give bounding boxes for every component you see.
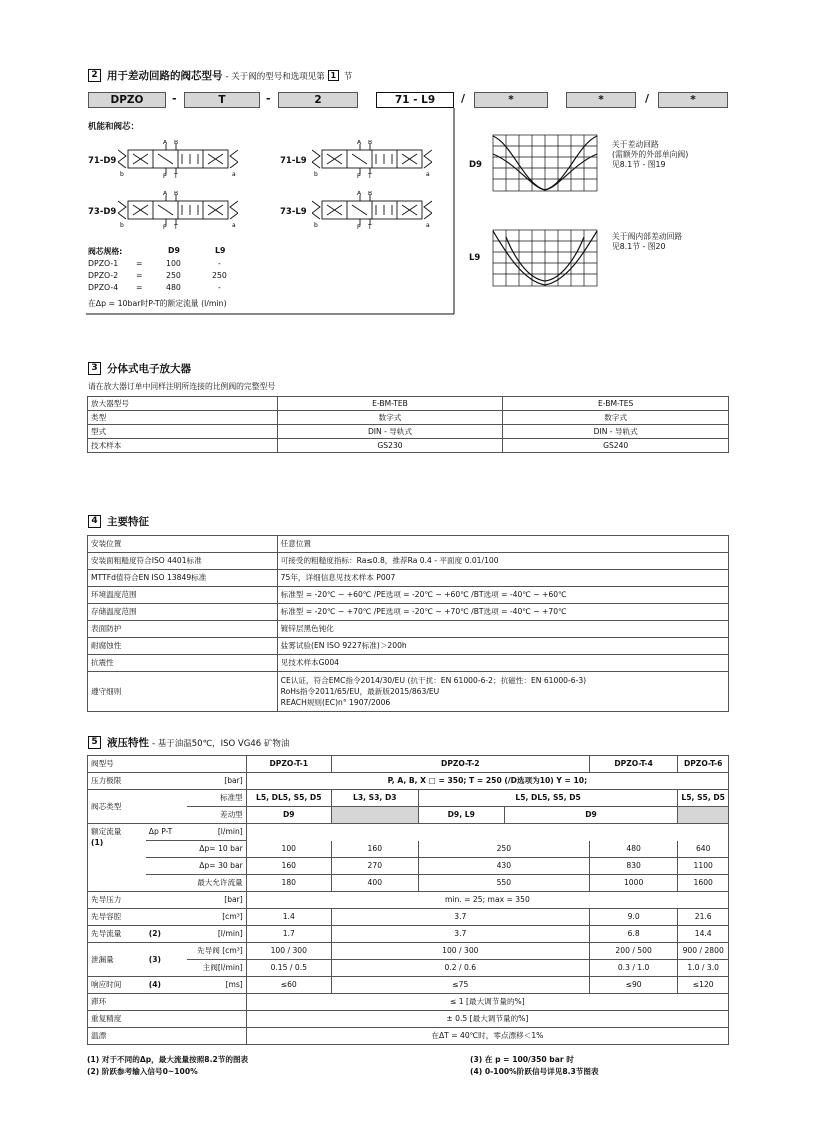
code-box-series: DPZO [88,92,166,108]
table-cell: 盐雾试验(EN ISO 9227标准)＞200h [277,638,728,655]
table-cell: (4) [146,977,187,994]
code-box-option-3: * [658,92,728,108]
table-row [88,553,729,570]
table-cell: 抗震性 [88,655,278,672]
table-cell: 1.0 / 3.0 [678,960,729,977]
table-row [88,824,729,841]
table-cell [277,672,728,712]
chart-note-line: 关于阀内部差动回路 [612,232,683,241]
svg-text:P: P [357,173,361,178]
footnote: (4) 0-100%阶跃信号详见8.3节图表 [470,1067,599,1076]
spool-row-l9: 250 [212,271,227,280]
table-row [88,773,729,790]
table-cell: 型式 [88,425,278,439]
svg-text:b: b [314,222,318,229]
table-cell: 先导流量 [88,926,146,943]
table-cell: 6.8 [589,926,678,943]
table-cell: 1.7 [246,926,331,943]
footnote: (1) 对于不同的Δp，最大流量按照8.2节的图表 [87,1055,249,1064]
table-row [88,570,729,587]
table-cell: 160 [246,858,331,875]
code-separator: - [266,92,271,105]
table-cell: GS240 [503,439,729,453]
table-row [88,977,729,994]
table-cell: L5, DL5, S5, D5 [418,790,678,807]
table-row [88,655,729,672]
table-row [88,439,729,453]
functions-label: 机能和阀芯： [88,122,140,132]
table-row [88,672,729,712]
table-cell: 250 [418,841,589,858]
table-cell: [bar] [187,892,246,909]
spool-row-d9: 250 [166,271,181,280]
compliance-line: RoHs指令2011/65/EU，最新版2015/863/EU [280,687,440,696]
code-separator: - [172,92,177,105]
table-cell: 550 [418,875,589,892]
table-cell: 遵守细则 [88,672,278,712]
valve-symbol-icon [312,191,432,229]
table-row [88,638,729,655]
table-cell: 环境温度范围 [88,587,278,604]
table-cell: D9, L9 [418,807,504,824]
table-cell: 480 [589,841,678,858]
svg-text:T: T [174,173,178,178]
section-5-header [88,735,289,750]
chart-label-l9: L9 [469,253,481,263]
table-cell: 先导阀 [cm³] [187,943,246,960]
table-cell: 数字式 [503,411,729,425]
spool-row-d9: 480 [166,283,181,292]
table-cell: 耐腐蚀性 [88,638,278,655]
table-cell: [l/min] [187,926,246,943]
table-cell: 100 / 300 [331,943,589,960]
table-cell: 可接受的粗糙度指标：Ra≤0.8，推荐Ra 0.4 - 平面度 0.01/100 [277,553,728,570]
table-cell: L5, S5, D5 [678,790,729,807]
spool-col-d9: D9 [168,246,180,255]
table-cell: 存储温度范围 [88,604,278,621]
section-number: 2 [88,69,101,82]
table-cell: 压力极限 [88,773,187,790]
svg-text:B: B [368,191,373,197]
table-cell: [ms] [187,977,246,994]
table-row [88,756,729,773]
code-box-type: T [184,92,260,108]
flow-curve-d9-icon [492,134,598,192]
table-cell: min. = 25; max = 350 [246,892,728,909]
table-row [88,604,729,621]
table-cell: 主阀[l/min] [187,960,246,977]
svg-text:T: T [174,224,178,229]
table-cell: ≤75 [331,977,589,994]
valve-symbol-icon [312,140,432,178]
table-row [88,621,729,638]
svg-text:b: b [314,171,318,178]
section-number: 3 [88,362,101,375]
table-cell: 先导压力 [88,892,187,909]
svg-text:A: A [163,140,168,146]
table-row [88,994,729,1011]
code-separator: / [461,92,466,105]
table-cell: 最大允许流量 [146,875,246,892]
chart-label-d9: D9 [469,160,482,170]
section-4-header [88,514,149,529]
table-cell: 21.6 [678,909,729,926]
table-cell: 9.0 [589,909,678,926]
compliance-line: REACH规则(EC)n° 1907/2006 [280,698,391,707]
amplifier-table [87,396,729,453]
table-cell: 75年，详细信息见技术样本 P007 [277,570,728,587]
table-row [88,926,729,943]
svg-text:a: a [232,222,236,229]
table-cell: Δp P-T [146,824,187,841]
table-cell: DPZO-T-1 [246,756,331,773]
table-cell: 1100 [678,858,729,875]
code-box-size: 2 [278,92,358,108]
table-cell: 滞环 [88,994,247,1011]
table-cell: 阀芯类型 [88,790,187,824]
svg-text:b: b [120,171,124,178]
table-cell: 0.2 / 0.6 [331,960,589,977]
table-cell: 100 / 300 [246,943,331,960]
table-cell: 响应时间 [88,977,146,994]
table-cell: 1600 [678,875,729,892]
table-row [88,536,729,553]
table-row [88,587,729,604]
svg-text:A: A [357,140,362,146]
svg-text:B: B [174,140,179,146]
valve-symbol-icon [118,191,238,229]
amplifier-note: 请在放大器订单中同样注明所连接的比例阀的完整型号 [88,382,276,391]
code-box-spool: 71 - L9 [376,92,454,108]
flow-label: 额定流量 [91,827,122,836]
flow-ref: (1) [91,838,104,847]
spool-note: 在Δp = 10bar时P-T的额定流量 (l/min) [88,299,227,308]
section-title: 分体式电子放大器 [107,363,191,375]
table-row [88,411,729,425]
table-cell: 表面防护 [88,621,278,638]
svg-text:P: P [163,224,167,229]
table-cell: ≤60 [246,977,331,994]
table-cell [678,807,729,824]
table-cell: 任意位置 [277,536,728,553]
svg-text:a: a [426,171,430,178]
table-row [88,943,729,960]
table-row [88,858,729,875]
table-cell: 900 / 2800 [678,943,729,960]
table-cell: 先导容腔 [88,909,187,926]
table-cell: 3.7 [331,909,589,926]
table-cell: MTTFd值符合EN ISO 13849标准 [88,570,278,587]
table-cell: 180 [246,875,331,892]
table-row [88,1011,729,1028]
symbol-label: 73-D9 [88,207,117,217]
flow-curve-l9-icon [492,229,598,287]
table-cell: DPZO-T-4 [589,756,678,773]
table-cell: 类型 [88,411,278,425]
table-row [88,909,729,926]
table-cell: 100 [246,841,331,858]
table-cell: 泄漏量 [88,943,146,977]
spool-row-model: DPZO-1 [88,259,119,268]
table-cell: Δp= 30 bar [146,858,246,875]
symbol-label: 73-L9 [280,207,307,217]
svg-text:T: T [368,224,372,229]
table-cell: 温漂 [88,1028,247,1045]
footnote: (3) 在 p = 100/350 bar 时 [470,1055,574,1064]
table-cell: 830 [589,858,678,875]
svg-text:T: T [368,173,372,178]
table-cell: DPZO-T-2 [331,756,589,773]
code-box-option-2: * [566,92,636,108]
chart-note-line: 见8.1节 - 图20 [612,242,666,251]
reference-box: 1 [328,70,339,81]
svg-text:A: A [163,191,168,197]
table-cell: 400 [331,875,418,892]
table-cell [88,824,146,892]
chart-note-l9 [612,232,682,252]
section-number: 4 [88,515,101,528]
table-cell: L3, S3, D3 [331,790,418,807]
table-cell: [cm³] [187,909,246,926]
section-subtitle: - 基于油温50℃，ISO VG46 矿物油 [152,738,290,749]
code-box-option-1: * [474,92,548,108]
svg-text:B: B [174,191,179,197]
table-cell: 见技术样本G004 [277,655,728,672]
svg-text:a: a [232,171,236,178]
features-table [87,535,729,712]
footnote: (2) 阶跃参考输入信号0~100% [87,1067,198,1076]
svg-text:a: a [426,222,430,229]
table-cell: [l/min] [187,824,246,841]
chart-note-line: (需额外的外部单向阀) [612,150,689,159]
table-cell: 430 [418,858,589,875]
section-2-header [88,68,352,83]
table-cell: DIN - 导轨式 [277,425,503,439]
table-cell: GS230 [277,439,503,453]
table-cell: 数字式 [277,411,503,425]
chart-note-line: 关于差动回路 [612,140,659,149]
table-cell: 镀锌层黑色钝化 [277,621,728,638]
section-title: 液压特性 [107,737,149,749]
table-cell: L5, DL5, S5, D5 [246,790,331,807]
table-cell: 重复精度 [88,1011,247,1028]
hydraulic-table [87,755,729,1045]
table-cell: 0.15 / 0.5 [246,960,331,977]
table-cell: (2) [146,926,187,943]
chart-note-d9 [612,140,688,170]
table-cell: E-BM-TES [503,397,729,411]
table-cell: 0.3 / 1.0 [589,960,678,977]
table-cell [246,824,728,841]
table-cell: 270 [331,858,418,875]
spool-row-eq: = [136,271,143,280]
section-title: 主要特征 [107,516,149,528]
table-row [88,892,729,909]
table-cell: ± 0.5 [最大调节量的%] [246,1011,728,1028]
table-cell: 640 [678,841,729,858]
spool-row-eq: = [136,259,143,268]
table-cell: 安装位置 [88,536,278,553]
table-cell: Δp= 10 bar [146,841,246,858]
table-cell: (3) [146,943,187,977]
table-cell: 标准型 = -20℃ ~ +70℃ /PE选项 = -20℃ ~ +70℃ /BT选项 = -40℃ ~ +70℃ [277,604,728,621]
svg-text:B: B [368,140,373,146]
reference-suffix: 节 [343,71,353,82]
table-cell: 14.4 [678,926,729,943]
table-row [88,841,729,858]
spool-row-d9: 100 [166,259,181,268]
table-cell: P, A, B, X □ = 350; T = 250 (/D选项为10) Y = 10; [246,773,728,790]
symbol-label: 71-L9 [280,156,307,166]
svg-text:A: A [357,191,362,197]
valve-symbol-icon [118,140,238,178]
spool-row-model: DPZO-2 [88,271,119,280]
table-cell [331,807,418,824]
table-cell: E-BM-TEB [277,397,503,411]
table-cell: 160 [331,841,418,858]
table-cell: D9 [504,807,678,824]
table-cell: 1000 [589,875,678,892]
spool-row-eq: = [136,283,143,292]
spool-row-l9: - [218,259,221,268]
table-cell: 200 / 500 [589,943,678,960]
table-cell: 标准型 [187,790,246,807]
section-title: 用于差动回路的阀芯型号 [107,70,223,82]
table-row [88,397,729,411]
table-row [88,425,729,439]
table-row [88,875,729,892]
table-cell: 在ΔT = 40℃时，零点漂移＜1% [246,1028,728,1045]
table-cell: 3.7 [331,926,589,943]
spool-row-l9: - [218,283,221,292]
table-cell: [bar] [187,773,246,790]
spool-col-l9: L9 [215,246,226,255]
table-cell: DPZO-T-6 [678,756,729,773]
table-cell: ≤ 1 [最大调节量的%] [246,994,728,1011]
table-cell: D9 [246,807,331,824]
section-3-header [88,361,191,376]
table-cell: 1.4 [246,909,331,926]
table-cell: 安装面粗糙度符合ISO 4401标准 [88,553,278,570]
svg-text:b: b [120,222,124,229]
table-cell: ≤120 [678,977,729,994]
table-cell: DIN - 导轨式 [503,425,729,439]
spool-row-model: DPZO-4 [88,283,119,292]
compliance-line: CE认证，符合EMC指令2014/30/EU (抗干扰：EN 61000-6-2；抗磁性：EN 61000-6-3) [280,676,587,685]
symbol-label: 71-D9 [88,156,117,166]
table-cell: 阀型号 [88,756,247,773]
table-cell: 放大器型号 [88,397,278,411]
code-separator: / [645,92,650,105]
table-cell: 技术样本 [88,439,278,453]
table-cell: 标准型 = -20℃ ~ +60℃ /PE选项 = -20℃ ~ +60℃ /BT选项 = -40℃ ~ +60℃ [277,587,728,604]
spool-size-label: 阀芯规格: [88,247,123,256]
table-cell: 差动型 [187,807,246,824]
svg-text:P: P [163,173,167,178]
section-number: 5 [88,736,101,749]
section-subtitle: - 关于阀的型号和选项见第 [225,71,325,82]
table-row [88,790,729,807]
table-row [88,1028,729,1045]
chart-note-line: 见8.1节 - 图19 [612,160,666,169]
svg-text:P: P [357,224,361,229]
table-cell: ≤90 [589,977,678,994]
